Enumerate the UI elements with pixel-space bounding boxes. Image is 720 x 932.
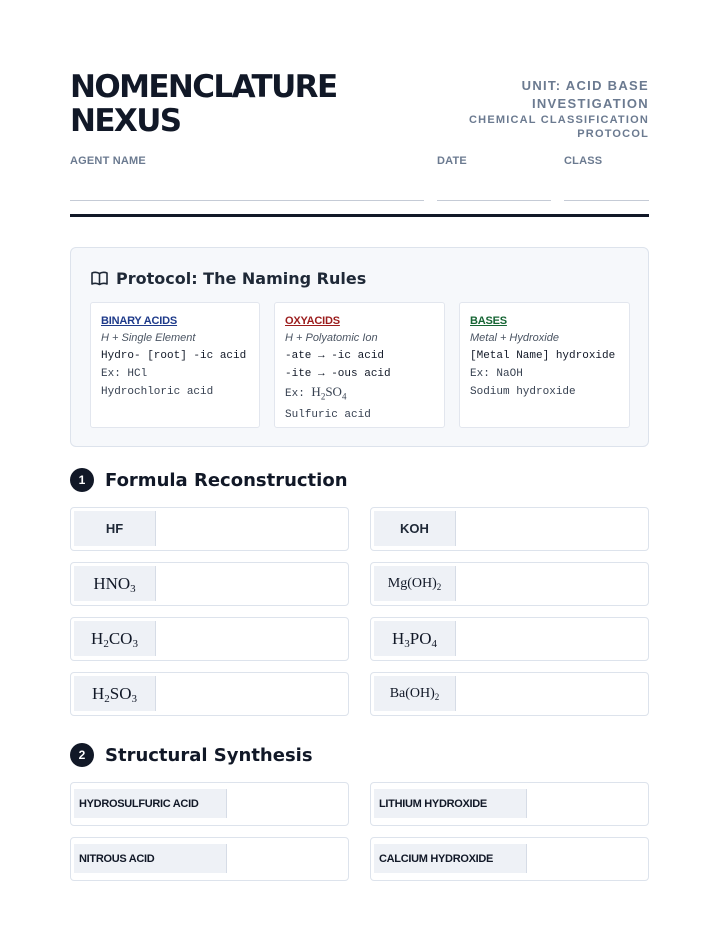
formula-text: HF [105,521,124,536]
rule-pattern: Hydro- [root] -ic acid [101,350,247,362]
unit-label [429,77,649,141]
section-number-badge: 2 [70,743,94,767]
worksheet-title [70,70,390,138]
rule-pattern-ite: -ite → -ous acid [285,368,391,380]
unit-line-4: PROTOCOL [577,128,649,140]
formula-box-hno3[interactable] [70,562,349,606]
name-box-nitrous-acid[interactable] [70,837,349,881]
formula-box-baoh2[interactable] [370,672,649,716]
title-line-1: NOMENCLATURE [70,69,337,105]
agent-name-field[interactable] [70,155,424,201]
student-info-fields [70,155,649,203]
date-label: DATE [437,155,467,167]
rule-example-name: Hydrochloric acid [101,386,214,398]
formula-cell [374,566,456,601]
unit-line-2: INVESTIGATION [531,96,649,111]
name-box-hydrosulfuric-acid[interactable] [70,782,349,826]
rule-example: Ex: NaOH [470,368,523,380]
section-2-heading [70,743,313,767]
protocol-title-text: Protocol: The Naming Rules [116,269,367,288]
formula-cell [74,511,156,546]
formula-box-mgoh2[interactable] [370,562,649,606]
formula-cell [374,511,456,546]
formula-text: $HNO_3$ [93,573,136,595]
rule-formula: H + Single Element [101,332,196,344]
unit-line-3: CHEMICAL CLASSIFICATION [469,114,649,126]
formula-text: $H_2SO_3$ [91,683,137,705]
formula-cell [374,676,456,711]
book-open-icon [91,271,108,286]
class-field[interactable] [564,155,649,201]
formula-cell [74,621,156,656]
formula-text: $Ba(OH)_2$ [389,685,440,702]
rule-example: Ex: HCl [101,368,148,380]
rule-example-formula: $H_2SO_4$ [311,384,347,402]
formula-text: $H_2CO_3$ [91,628,138,650]
name-box-calcium-hydroxide[interactable] [370,837,649,881]
name-box-lithium-hydroxide[interactable] [370,782,649,826]
agent-name-label: AGENT NAME [70,155,146,167]
formula-text: KOH [400,521,429,536]
header-divider [70,214,649,217]
section-1-heading [70,468,348,492]
compound-name: LITHIUM HYDROXIDE [374,789,527,818]
section-number-badge: 1 [70,468,94,492]
formula-text: $Mg(OH)_2$ [387,575,442,592]
section-title: Formula Reconstruction [105,469,348,491]
naming-rules-panel [70,247,649,447]
rule-pattern: [Metal Name] hydroxide [470,350,616,362]
formula-cell [374,621,456,656]
formula-box-h2co3[interactable] [70,617,349,661]
rule-example-prefix: Ex: [285,388,305,400]
protocol-title [91,269,366,288]
rule-card-bases [459,302,630,428]
formula-text: $H_3PO_4$ [391,628,437,650]
rule-example [285,383,434,406]
title-line-2: NEXUS [70,103,181,139]
rule-example-name: Sodium hydroxide [470,386,576,398]
compound-name: NITROUS ACID [74,844,227,873]
date-field[interactable] [437,155,551,201]
rule-pattern-ate: -ate → -ic acid [285,350,385,362]
rule-example-name: Sulfuric acid [285,408,371,421]
rule-card-oxyacids [274,302,445,428]
class-label: CLASS [564,155,603,167]
rule-name: BINARY ACIDS [101,315,178,327]
formula-cell [74,676,156,711]
rule-name: OXYACIDS [285,315,340,327]
formula-cell [74,566,156,601]
rule-formula: Metal + Hydroxide [470,332,559,344]
section-title: Structural Synthesis [105,744,313,766]
formula-box-koh[interactable] [370,507,649,551]
compound-name: CALCIUM HYDROXIDE [374,844,527,873]
rule-formula: H + Polyatomic Ion [285,332,378,344]
compound-name: HYDROSULFURIC ACID [74,789,227,818]
formula-box-h3po4[interactable] [370,617,649,661]
unit-line-1: UNIT: ACID BASE [521,78,649,93]
rule-name: BASES [470,315,507,327]
rule-card-binary-acids [90,302,260,428]
formula-box-h2so3[interactable] [70,672,349,716]
formula-box-hf[interactable] [70,507,349,551]
